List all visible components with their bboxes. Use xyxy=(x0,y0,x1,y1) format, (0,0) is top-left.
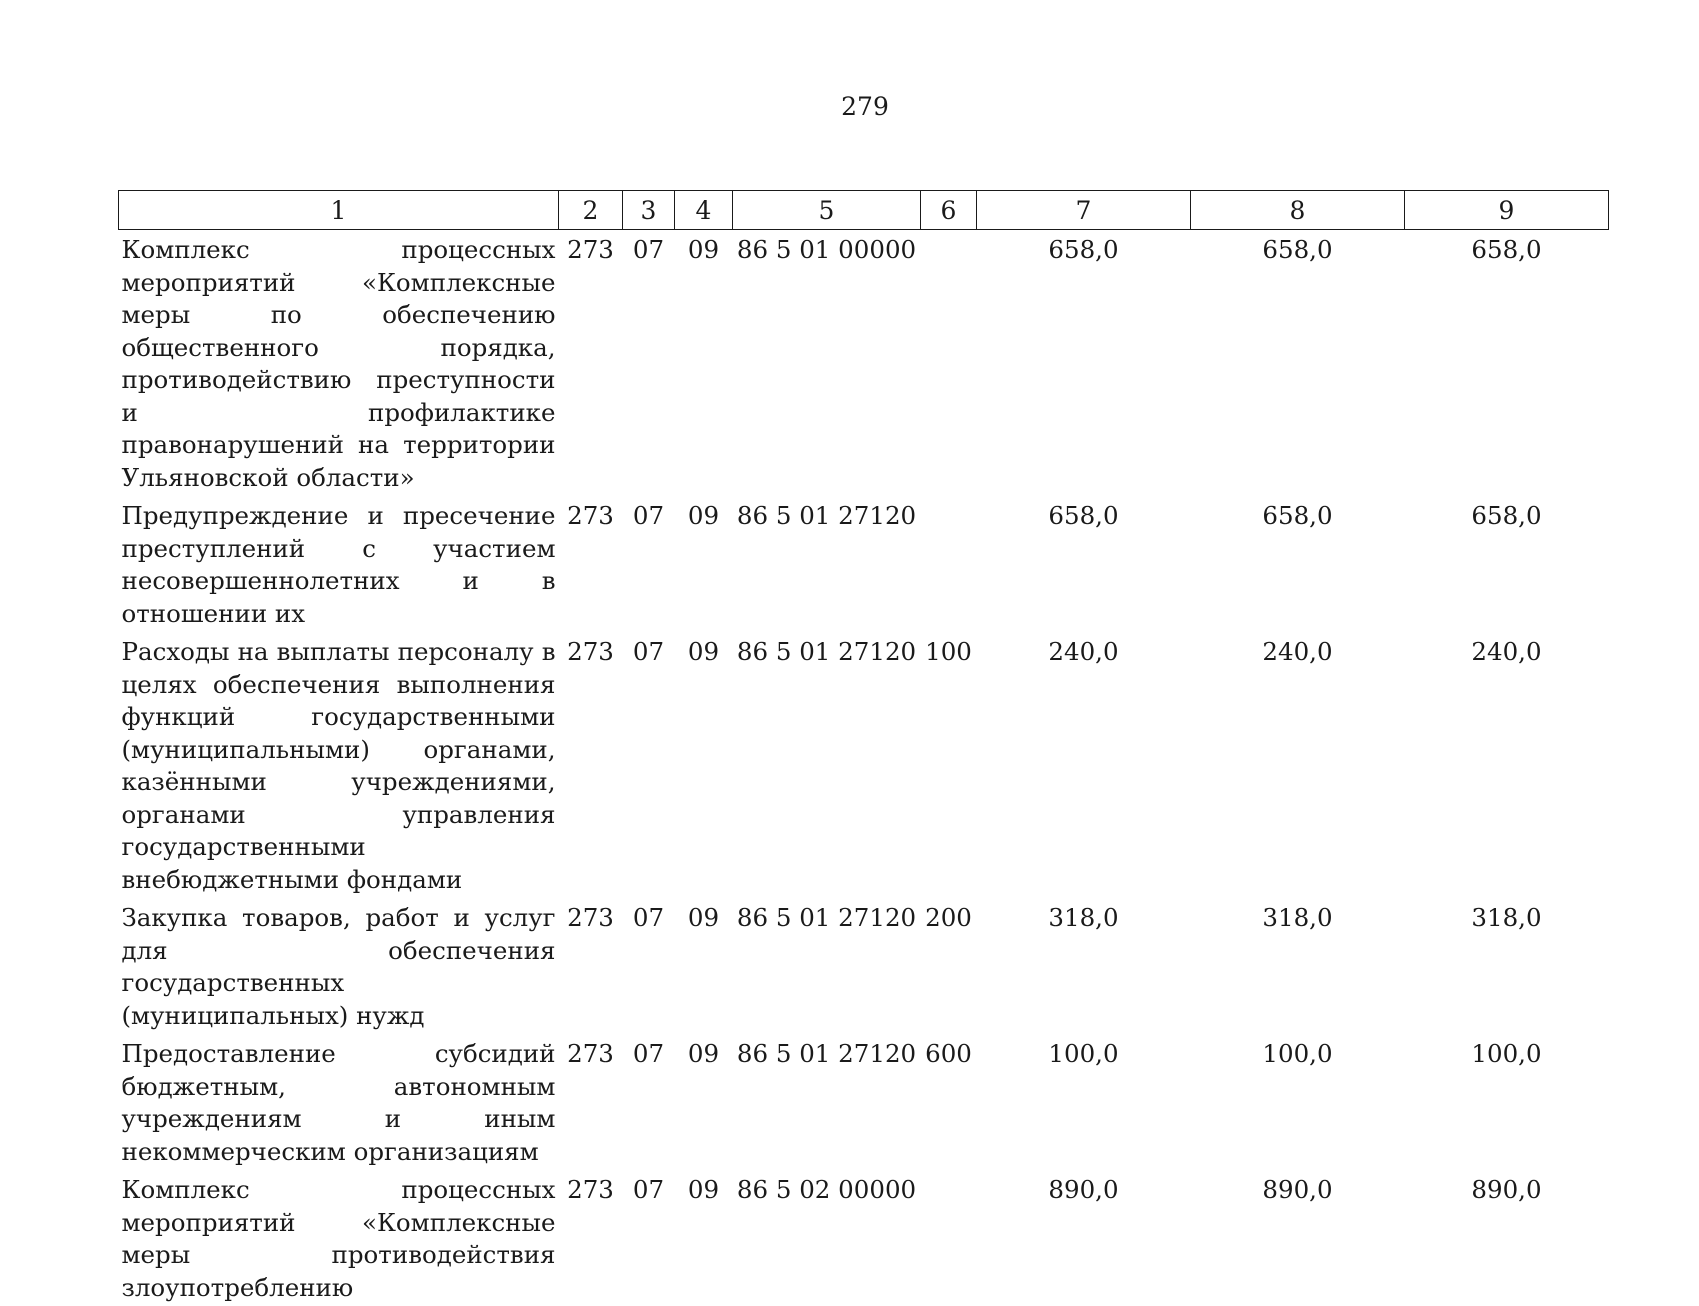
row-col-8: 100,0 xyxy=(1191,1034,1405,1170)
table-row xyxy=(119,1034,1609,1170)
row-col-5: 86 5 01 27120 xyxy=(733,496,921,632)
row-col-4: 09 xyxy=(675,496,733,632)
header-col-4: 4 xyxy=(675,191,733,230)
row-col-8: 318,0 xyxy=(1191,898,1405,1034)
row-col-3: 07 xyxy=(623,496,675,632)
row-col-6: 100 xyxy=(921,632,977,898)
header-col-7: 7 xyxy=(977,191,1191,230)
header-row xyxy=(119,191,1609,230)
table-body xyxy=(119,230,1609,1306)
row-col-4: 09 xyxy=(675,230,733,497)
row-col-6: 200 xyxy=(921,898,977,1034)
row-col-2: 273 xyxy=(559,496,623,632)
row-col-6 xyxy=(921,1170,977,1306)
row-col-2: 273 xyxy=(559,632,623,898)
row-col-4: 09 xyxy=(675,1170,733,1306)
row-col-2: 273 xyxy=(559,230,623,497)
table-row xyxy=(119,1170,1609,1306)
header-col-1: 1 xyxy=(119,191,559,230)
row-col-2: 273 xyxy=(559,1170,623,1306)
row-col-5: 86 5 01 27120 xyxy=(733,1034,921,1170)
table-row xyxy=(119,496,1609,632)
row-col-3: 07 xyxy=(623,1034,675,1170)
row-description: Предупреждение и пресечение преступлений с участием несовершеннолетних и в отношении их xyxy=(119,496,559,632)
row-col-3: 07 xyxy=(623,898,675,1034)
row-col-8: 658,0 xyxy=(1191,230,1405,497)
table-row xyxy=(119,230,1609,497)
row-col-8: 658,0 xyxy=(1191,496,1405,632)
row-col-2: 273 xyxy=(559,898,623,1034)
row-col-4: 09 xyxy=(675,632,733,898)
header-col-3: 3 xyxy=(623,191,675,230)
row-description: Закупка товаров, работ и услуг для обеспечения государственных (муниципальных) нужд xyxy=(119,898,559,1034)
row-col-5: 86 5 01 27120 xyxy=(733,898,921,1034)
row-col-9: 100,0 xyxy=(1405,1034,1609,1170)
row-description: Предоставление субсидий бюджетным, автономным учреждениям и иным некоммерческим организациям xyxy=(119,1034,559,1170)
row-col-7: 100,0 xyxy=(977,1034,1191,1170)
row-col-9: 658,0 xyxy=(1405,230,1609,497)
table-row xyxy=(119,632,1609,898)
page-number: 279 xyxy=(0,92,1699,121)
row-col-5: 86 5 01 27120 xyxy=(733,632,921,898)
row-col-7: 890,0 xyxy=(977,1170,1191,1306)
row-col-5: 86 5 02 00000 xyxy=(733,1170,921,1306)
row-col-7: 658,0 xyxy=(977,496,1191,632)
row-col-4: 09 xyxy=(675,898,733,1034)
header-col-5: 5 xyxy=(733,191,921,230)
row-col-2: 273 xyxy=(559,1034,623,1170)
budget-table xyxy=(118,190,1609,1306)
row-col-6 xyxy=(921,496,977,632)
header-col-8: 8 xyxy=(1191,191,1405,230)
row-col-9: 240,0 xyxy=(1405,632,1609,898)
header-col-2: 2 xyxy=(559,191,623,230)
row-col-9: 318,0 xyxy=(1405,898,1609,1034)
row-col-9: 890,0 xyxy=(1405,1170,1609,1306)
header-col-6: 6 xyxy=(921,191,977,230)
row-col-3: 07 xyxy=(623,632,675,898)
row-col-3: 07 xyxy=(623,230,675,497)
row-col-7: 318,0 xyxy=(977,898,1191,1034)
header-col-9: 9 xyxy=(1405,191,1609,230)
row-col-8: 890,0 xyxy=(1191,1170,1405,1306)
row-col-4: 09 xyxy=(675,1034,733,1170)
row-col-6 xyxy=(921,230,977,497)
row-col-5: 86 5 01 00000 xyxy=(733,230,921,497)
row-col-7: 658,0 xyxy=(977,230,1191,497)
row-description: Расходы на выплаты персоналу в целях обеспечения выполнения функций государственными (муниципальными) органами, казёнными учреждениями, органами управления государственными внебюджетными фондами xyxy=(119,632,559,898)
row-col-3: 07 xyxy=(623,1170,675,1306)
table-header xyxy=(119,191,1609,230)
row-col-7: 240,0 xyxy=(977,632,1191,898)
table-row xyxy=(119,898,1609,1034)
row-col-8: 240,0 xyxy=(1191,632,1405,898)
row-description: Комплекс процессных мероприятий «Комплексные меры по обеспечению общественного порядка, противодействию преступности и профилактике правонарушений на территории Ульяновской области» xyxy=(119,230,559,497)
row-description: Комплекс процессных мероприятий «Комплексные меры противодействия злоупотреблению xyxy=(119,1170,559,1306)
row-col-6: 600 xyxy=(921,1034,977,1170)
row-col-9: 658,0 xyxy=(1405,496,1609,632)
